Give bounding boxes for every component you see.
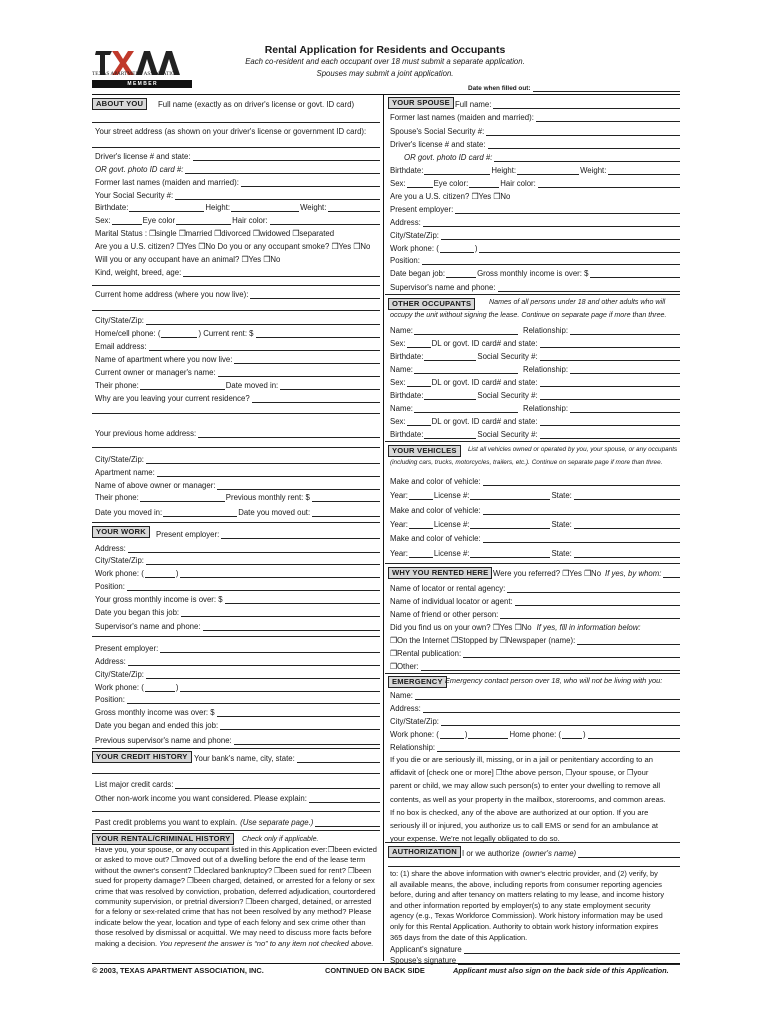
spouse-height-label: Height: — [491, 166, 517, 175]
emergency-work-phone-label: Work phone: ( — [390, 730, 439, 739]
date-out-label: Date you moved out: — [238, 508, 311, 517]
fill-in-label: If yes, fill in information below: — [536, 623, 641, 632]
authorization-line: 365 days from the date of this Application. — [390, 932, 528, 942]
city-label: City/State/Zip: — [95, 316, 144, 325]
criminal-line: those resolved by dismissal or acquittal. We may need to discuss more facts before — [95, 928, 372, 938]
weight-label: Weight: — [300, 203, 327, 212]
spouse-birthdate-label: Birthdate: — [390, 166, 424, 175]
vehicle-1-make-field[interactable] — [390, 474, 680, 486]
date-moved-label: Date moved in: — [225, 381, 279, 390]
height-label: Height: — [205, 203, 231, 212]
began-ended-label: Date you began and ended this job: — [95, 721, 219, 730]
emergency-line: seriously ill or injured, you authorize us to call EMS or send for an ambulance at — [390, 821, 659, 831]
street-address-text: Your street address (as shown on your driver's license or government ID card): — [95, 127, 367, 136]
previous-home-label: Your previous home address: — [95, 429, 197, 438]
column-divider — [383, 95, 384, 961]
footer-copyright: © 2003, TEXAS APARTMENT ASSOCIATION, INC. — [92, 966, 264, 975]
spouse-supervisor-field[interactable] — [390, 280, 680, 292]
birthdate-row[interactable] — [95, 200, 380, 212]
street-address-label — [95, 124, 380, 136]
occupant-sex-label: Sex: — [390, 417, 406, 426]
occupant-2-sex-row[interactable] — [390, 375, 680, 387]
supervisor-field[interactable] — [95, 619, 380, 631]
occupant-3-name-row[interactable] — [390, 401, 680, 413]
occupant-birthdate-label: Birthdate: — [390, 352, 424, 361]
your-spouse-heading: YOUR SPOUSE — [388, 97, 454, 109]
emergency-name-field[interactable] — [390, 688, 680, 700]
job-began-field[interactable] — [95, 605, 380, 617]
occupant-birthdate-label: Birthdate: — [390, 391, 424, 400]
spouse-sex-label: Sex: — [390, 179, 406, 188]
referred-checkboxes[interactable] — [493, 566, 680, 578]
spouse-work-phone-field[interactable]: Work phone: ( ) — [390, 241, 680, 253]
use-separate-page: (Use separate page.) — [240, 818, 314, 827]
spouse-address-field[interactable] — [390, 215, 680, 227]
criminal-history-heading: YOUR RENTAL/CRIMINAL HISTORY — [92, 833, 234, 845]
position2-field[interactable] — [95, 692, 380, 704]
spouse-eye-label: Eye color: — [433, 179, 469, 188]
spouse-job-income-row[interactable] — [390, 266, 680, 278]
occupant-name-label: Name: — [390, 404, 413, 413]
occupant-name-label: Name: — [390, 365, 413, 374]
logo-member: M E M B E R — [92, 80, 192, 88]
emergency-city-label: City/State/Zip: — [390, 717, 439, 726]
emergency-relationship-field[interactable] — [390, 740, 680, 752]
occupant-3-sex-row[interactable] — [390, 414, 680, 426]
occupant-relationship-label: Relationship: — [522, 404, 569, 413]
occupant-dl-label: DL or govt. ID card# and state: — [431, 417, 538, 426]
vehicle-year-label: Year: — [390, 549, 408, 558]
animal-checkboxes[interactable]: Will you or any occupant have an animal? ❒Yes ❒No — [95, 255, 281, 264]
govt-id-field[interactable] — [95, 162, 380, 174]
animal-kind-label: Kind, weight, breed, age: — [95, 268, 182, 277]
ssn-field[interactable] — [95, 188, 380, 200]
internet-checkboxes[interactable] — [390, 633, 680, 645]
emergency-line: If you die or are seriously ill, missing, or in a jail or penitentiary according to an — [390, 755, 653, 764]
criminal-line: without the owner's consent? ❒declared bankruptcy? ❒been sued for rent? ❒been — [95, 865, 372, 875]
present-employer-field[interactable] — [156, 527, 380, 539]
occupant-1-birth-row[interactable] — [390, 349, 680, 361]
city2-label: City/State/Zip: — [95, 670, 144, 679]
eye-label: Eye color — [142, 216, 176, 225]
spouse-former-label: Former last names (maiden and married): — [390, 113, 534, 122]
about-you-heading: ABOUT YOU — [92, 98, 147, 110]
city-field[interactable] — [95, 313, 380, 325]
criminal-line: for a felony or sex-related crime that has not been resolved by any method? Please — [95, 907, 372, 917]
sex-eye-hair-row[interactable] — [95, 213, 380, 225]
criminal-line: Have you, your spouse, or any occupant listed in this Application ever:❒been evicted — [95, 845, 377, 854]
spouse-citizen-checkboxes[interactable]: Are you a U.S. citizen? ❒Yes ❒No — [390, 192, 511, 201]
spouse-weight-label: Weight: — [580, 166, 607, 175]
page-title: Rental Application for Residents and Occupants — [264, 44, 506, 56]
govt-id-label: OR govt. photo ID card #: — [95, 165, 184, 174]
vehicle-1-year-row[interactable] — [390, 488, 680, 500]
rental-publication-label: ❒Rental publication: — [390, 649, 462, 658]
spouse-supervisor-label: Supervisor's name and phone: — [390, 283, 496, 292]
referred-whom-label: If yes, by whom: — [605, 569, 662, 578]
friend-field[interactable] — [390, 607, 680, 619]
occupants-note-2: occupy the unit without signing the lease. Continue on separate page if more than three. — [390, 311, 667, 319]
prev-supervisor-label: Previous supervisor's name and phone: — [95, 736, 232, 745]
moved-in-out-row[interactable] — [95, 505, 380, 517]
spouse-former-field[interactable] — [390, 110, 680, 122]
occupant-3-birth-row[interactable] — [390, 427, 680, 439]
footer-continued: CONTINUED ON BACK SIDE — [325, 966, 425, 975]
work-city-label: City/State/Zip: — [95, 556, 144, 565]
emergency-address-field[interactable] — [390, 701, 680, 713]
spouse-position-label: Position: — [390, 256, 420, 265]
other-income-field[interactable] — [95, 791, 380, 803]
bank-label: Your bank's name, city, state: — [194, 754, 295, 763]
criminal-line: community supervision, or pretrial diversion? ❒been charged, detained, or arrested — [95, 897, 372, 907]
position2-label: Position: — [95, 695, 125, 704]
income2-field[interactable] — [95, 705, 380, 717]
authorization-line: to: (1) share the above information with owner's electric provider, and (2) verify, by — [390, 869, 658, 878]
citizen-smoke-checkboxes[interactable]: Are you a U.S. citizen? ❒Yes ❒No Do you or any occupant smoke? ❒Yes ❒No — [95, 242, 371, 251]
spouse-city-field[interactable] — [390, 228, 680, 240]
locator-field[interactable] — [390, 581, 680, 593]
criminal-line: crime that was resolved by conviction, probation, deferred adjudication, courtordered — [95, 886, 376, 896]
current-home-label: Current home address (where you now live): — [95, 290, 249, 299]
birthdate-label: Birthdate: — [95, 203, 129, 212]
occupant-2-name-row[interactable] — [390, 362, 680, 374]
emergency-address-label: Address: — [390, 704, 421, 713]
spouse-ssn-field[interactable] — [390, 124, 680, 136]
authorization-heading: AUTHORIZATION — [388, 846, 461, 858]
occupant-name-label: Name: — [390, 326, 413, 335]
emergency-relationship-label: Relationship: — [390, 743, 436, 752]
spouse-birth-row[interactable] — [390, 163, 680, 175]
occupant-ssn-label: Social Security #: — [477, 352, 538, 361]
work-phone-label: Work phone: ( — [95, 569, 144, 578]
occupant-ssn-label: Social Security #: — [477, 430, 538, 439]
hair-label: Hair color: — [232, 216, 268, 225]
why-leaving-label: Why are you leaving your current residence? — [95, 394, 250, 403]
former-names-field[interactable] — [95, 175, 380, 187]
vehicle-license-label: License #: — [433, 520, 470, 529]
ssn-label: Your Social Security #: — [95, 191, 174, 200]
occupant-dl-label: DL or govt. ID card# and state: — [431, 378, 538, 387]
spouse-work-phone-label: Work phone: ( — [390, 244, 439, 253]
authorization-line: only for this Rental Application. Authority to obtain work history information expires — [390, 921, 659, 931]
criminal-line: indicate below the year, location and type of each felony and sex crime other than — [95, 917, 366, 927]
animal-kind-field[interactable] — [95, 265, 380, 277]
vehicle-2-year-row[interactable] — [390, 517, 680, 529]
spouse-dl-field[interactable] — [390, 137, 680, 149]
authorization-paragraph — [390, 869, 680, 943]
email-field[interactable] — [95, 339, 380, 351]
bank-field[interactable] — [194, 751, 380, 763]
prev-phone-rent-row[interactable] — [95, 490, 380, 502]
find-online-label: Did you find us on your own? ❒Yes ❒No — [390, 623, 532, 632]
current-home-field[interactable] — [95, 287, 380, 299]
owner-name-label: (owner's name) — [522, 849, 577, 858]
spouse-position-field[interactable] — [390, 253, 680, 265]
occupant-ssn-label: Social Security #: — [477, 391, 538, 400]
home-phone-label: Home/cell phone: ( — [95, 329, 161, 338]
email-label: Email address: — [95, 342, 147, 351]
check-if-applicable: Check only if applicable. — [242, 835, 319, 843]
vehicle-3-year-row[interactable] — [390, 546, 680, 558]
occupants-note-1: Names of all persons under 18 and other adults who will — [489, 298, 666, 306]
internet-label: ❒On the Internet ❒Stopped by ❒Newspaper (name): — [390, 636, 576, 645]
occupant-birthdate-label: Birthdate: — [390, 430, 424, 439]
vehicle-state-label: State: — [551, 549, 572, 558]
credit-problems-field[interactable] — [95, 815, 380, 827]
subtitle-2: Spouses may submit a joint application. — [316, 69, 454, 78]
prev-city-label: City/State/Zip: — [95, 455, 144, 464]
work-address-label: Address: — [95, 544, 126, 553]
credit-cards-field[interactable] — [95, 777, 380, 789]
spouse-city-label: City/State/Zip: — [390, 231, 439, 240]
subtitle-1: Each co-resident and each occupant over 18 must submit a separate application. — [245, 57, 525, 66]
vehicles-note-2: (including cars, trucks, motorcycles, trailers, etc.). Continue on separate page if more than three. — [390, 459, 663, 466]
emergency-line: parent or child, we may allow such person(s) to enter your dwelling to remove all — [390, 781, 661, 791]
occupant-relationship-label: Relationship: — [522, 365, 569, 374]
prev-rent-label: Previous monthly rent: $ — [225, 493, 310, 502]
above-owner-field[interactable] — [95, 478, 380, 490]
spouse-signature-label: Spouse's signature — [390, 956, 457, 965]
spouse-name-field[interactable] — [455, 97, 680, 109]
criminal-line: or asked to move out? ❒moved out of a dwelling before the end of the lease term — [95, 855, 366, 865]
owner-field[interactable] — [95, 365, 380, 377]
credit-history-heading: YOUR CREDIT HISTORY — [92, 751, 192, 763]
occupant-2-birth-row[interactable] — [390, 388, 680, 400]
work-phone2-field[interactable]: Work phone: ( ) — [95, 680, 380, 692]
vehicle-2-make-field[interactable] — [390, 503, 680, 515]
prev-supervisor-field[interactable] — [95, 733, 380, 745]
income-label: Your gross monthly income is over: $ — [95, 595, 223, 604]
spouse-employer-label: Present employer: — [390, 205, 454, 214]
apt-name2-label: Apartment name: — [95, 468, 155, 477]
vehicle-make-label: Make and color of vehicle: — [390, 477, 481, 486]
emergency-line: contents, as well as your property in the mailbox, storerooms, and common areas. — [390, 794, 666, 804]
vehicle-license-label: License #: — [433, 491, 470, 500]
current-rent-label: ) Current rent: $ — [198, 329, 254, 338]
emergency-home-phone-label: Home phone: ( — [509, 730, 562, 739]
their-phone-label: Their phone: — [95, 381, 139, 390]
other-source-label: ❒Other: — [390, 662, 419, 671]
income-field[interactable] — [95, 592, 380, 604]
dl-label: Driver's license # and state: — [95, 152, 191, 161]
emergency-line: If no box is checked, any of the above are authorized at our option. If you are — [390, 807, 649, 817]
emergency-phones-row[interactable]: Work phone: ( ) Home phone: ( ) — [390, 727, 680, 739]
authorization-line: all available means, the above, including reports from consumer reporting agencies — [390, 879, 662, 889]
why-leaving-field[interactable] — [95, 391, 380, 403]
work-phone2-label: Work phone: ( — [95, 683, 144, 692]
dl-field[interactable] — [95, 149, 380, 161]
began-ended-field[interactable] — [95, 718, 380, 730]
referred-label: Were you referred? ❒Yes ❒No — [493, 569, 602, 578]
occupant-relationship-label: Relationship: — [522, 326, 569, 335]
locator-label: Name of locator or rental agency: — [390, 584, 506, 593]
full-name-label-row — [158, 97, 380, 109]
vehicle-make-label: Make and color of vehicle: — [390, 534, 481, 543]
job-began-label: Date you began this job: — [95, 608, 180, 617]
home-phone-rent-row[interactable] — [95, 326, 380, 338]
marital-status-checkboxes[interactable]: Marital Status : ❒single ❒married ❒divorced ❒widowed ❒separated — [95, 229, 335, 238]
your-work-heading: YOUR WORK — [92, 526, 150, 538]
sex-label: Sex: — [95, 216, 111, 225]
friend-label: Name of friend or other person: — [390, 610, 499, 619]
authorize-label: I or we authorize — [462, 849, 520, 858]
supervisor-label: Supervisor's name and phone: — [95, 622, 201, 631]
emergency-note: Emergency contact person over 18, who will not be living with you: — [445, 676, 663, 685]
spouse-dl-label: Driver's license # and state: — [390, 140, 486, 149]
emergency-city-field[interactable] — [390, 714, 680, 726]
agent-label: Name of individual locator or agent: — [390, 597, 513, 606]
other-occupants-heading: OTHER OCCUPANTS — [388, 298, 475, 310]
emergency-line: affidavit of [check one or more] ❒the above person, ❒your spouse, or ❒your — [390, 768, 649, 778]
authorization-line: and other information reported by employer(s) to any state employment security — [390, 900, 651, 910]
phone-moved-row[interactable] — [95, 378, 380, 390]
work-phone-field[interactable]: Work phone: ( ) — [95, 566, 380, 578]
apartment-name-label: Name of apartment where you now live: — [95, 355, 233, 364]
spouse-hair-label: Hair color: — [500, 179, 536, 188]
emergency-line: your expense. We're not legally obligated to do so. — [390, 834, 560, 844]
spouse-date-began-label: Date began job: — [390, 269, 446, 278]
authorization-line: agency (e.g., Texas Workforce Commission). Work history information may be used — [390, 911, 663, 921]
why-rented-heading: WHY YOU RENTED HERE — [388, 567, 492, 579]
former-names-label: Former last names (maiden and married): — [95, 178, 239, 187]
vehicle-3-make-field[interactable] — [390, 531, 680, 543]
date-filled-label: Date when filled out: — [468, 84, 531, 92]
vehicle-year-label: Year: — [390, 491, 408, 500]
full-name-label: Full name (exactly as on driver's license or govt. ID card) — [158, 100, 355, 109]
spouse-id-label: OR govt. photo ID card #: — [404, 153, 493, 162]
vehicle-state-label: State: — [551, 491, 572, 500]
occupant-1-name-row[interactable] — [390, 323, 680, 335]
occupant-sex-label: Sex: — [390, 339, 406, 348]
spouse-ssn-label: Spouse's Social Security #: — [390, 127, 485, 136]
spouse-id-field[interactable] — [404, 150, 680, 162]
credit-cards-label: List major credit cards: — [95, 780, 174, 789]
other-source-field[interactable] — [390, 659, 680, 671]
position-label: Position: — [95, 582, 125, 591]
prev-city-field[interactable] — [95, 452, 380, 464]
criminal-history-paragraph[interactable] — [95, 845, 380, 949]
spouse-address-label: Address: — [390, 218, 421, 227]
work-address-field[interactable] — [95, 541, 380, 553]
vehicle-state-label: State: — [551, 520, 572, 529]
applicant-signature-label: Applicant's signature — [390, 945, 462, 954]
owner-label: Current owner or manager's name: — [95, 368, 216, 377]
occupant-1-sex-row[interactable] — [390, 336, 680, 348]
vehicle-make-label: Make and color of vehicle: — [390, 506, 481, 515]
emergency-heading: EMERGENCY — [388, 676, 447, 688]
logo-org: TEXAS APARTMENT ASSOCIATION — [92, 71, 179, 77]
answer-no-note: You represent the answer is “no” to any item not checked above. — [159, 938, 374, 948]
address2-field[interactable] — [95, 654, 380, 666]
vehicle-license-label: License #: — [433, 549, 470, 558]
authorize-owner-field[interactable] — [462, 846, 680, 858]
criminal-line: making a decision. — [95, 938, 158, 948]
city2-field[interactable] — [95, 667, 380, 679]
vehicle-year-label: Year: — [390, 520, 408, 529]
spouse-employer-field[interactable] — [390, 202, 680, 214]
position-field[interactable] — [95, 579, 380, 591]
present-employer2-field[interactable] — [95, 641, 380, 653]
their-phone2-label: Their phone: — [95, 493, 139, 502]
above-owner-label: Name of above owner or manager: — [95, 481, 216, 490]
income2-label: Gross monthly income was over: $ — [95, 708, 215, 717]
occupant-dl-label: DL or govt. ID card# and state: — [431, 339, 538, 348]
other-income-label: Other non-work income you want considered. Please explain: — [95, 794, 307, 803]
spouse-name-label: Full name: — [455, 100, 492, 109]
criminal-line: sued for property damage? ❒been charged, detained, or arrested for a felony or sex — [95, 876, 375, 886]
credit-problems-label: Past credit problems you want to explain. — [95, 818, 238, 827]
emergency-name-label: Name: — [390, 691, 413, 700]
your-vehicles-heading: YOUR VEHICLES — [388, 445, 461, 457]
present-employer2-label: Present employer: — [95, 644, 159, 653]
previous-home-field[interactable] — [95, 426, 380, 438]
vehicles-note-1: List all vehicles owned or operated by you, your spouse, or any occupants — [468, 446, 678, 453]
rental-publication-field[interactable] — [390, 646, 680, 658]
footer-sign-back: Applicant must also sign on the back side of this Application. — [453, 966, 669, 975]
date-filled-field[interactable] — [468, 80, 680, 92]
date-in-label: Date you moved in: — [95, 508, 163, 517]
work-city-field[interactable] — [95, 553, 380, 565]
occupant-sex-label: Sex: — [390, 378, 406, 387]
spouse-sex-row[interactable] — [390, 176, 680, 188]
agent-field[interactable] — [390, 594, 680, 606]
emergency-paragraph[interactable] — [390, 753, 680, 845]
spouse-income-label: Gross monthly income is over: $ — [477, 269, 589, 278]
apt-name2-field[interactable] — [95, 465, 380, 477]
apartment-name-field[interactable] — [95, 352, 380, 364]
find-online-checkboxes[interactable] — [390, 620, 680, 632]
authorization-line: before, during and after tenancy on matters relating to my lease, and income history — [390, 890, 665, 900]
address2-label: Address: — [95, 657, 126, 666]
present-employer-label: Present employer: — [156, 530, 220, 539]
